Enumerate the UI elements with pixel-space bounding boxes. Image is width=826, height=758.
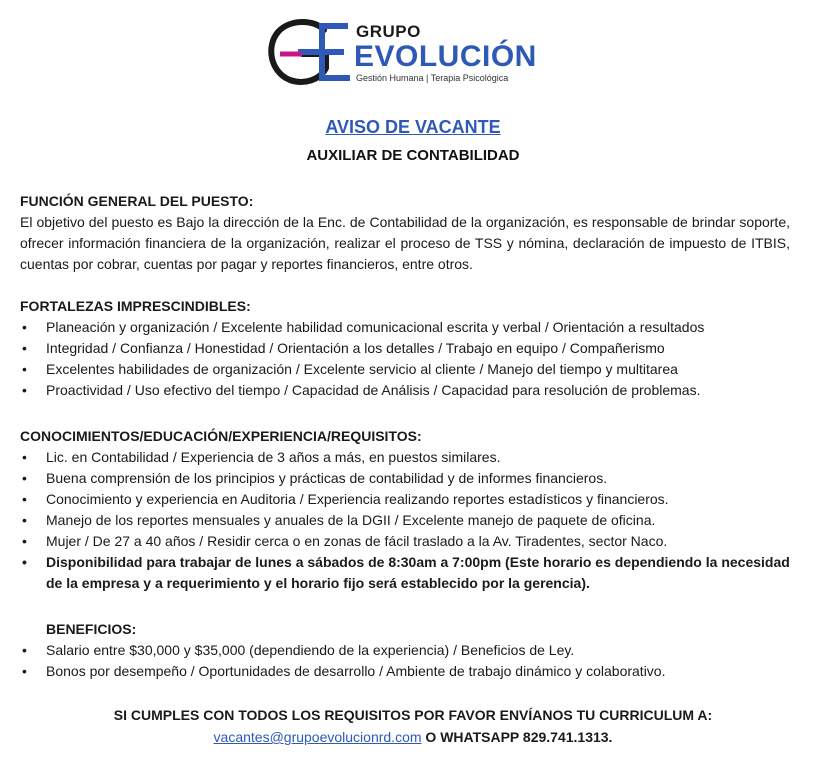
section-beneficios bbox=[20, 619, 790, 682]
contact-footer bbox=[0, 704, 826, 748]
list-item: • Excelentes habilidades de organización / Excelente servicio al cliente / Manejo del tiempo y multitarea bbox=[20, 359, 790, 380]
section-paragraph: El objetivo del puesto es Bajo la dirección de la Enc. de Contabilidad de la organización, es responsable de brindar soporte, ofrecer información financiera de la organización, realizar el proceso de TSS y nómina, declaración de impuesto de ITBIS, cuentas por cobrar, cuentas por pagar y reportes financieros, entre otros. bbox=[20, 214, 790, 272]
section-heading: FUNCIÓN GENERAL DEL PUESTO: bbox=[20, 193, 254, 209]
logo-grupo-text: GRUPO bbox=[356, 22, 421, 41]
list-item: • Buena comprensión de los principios y prácticas de contabilidad y de informes financieros. bbox=[20, 468, 790, 489]
list-item: • Manejo de los reportes mensuales y anuales de la DGII / Excelente manejo de paquete de oficina. bbox=[20, 510, 790, 531]
list-item-highlight: • Disponibilidad para trabajar de lunes a sábados de 8:30am a 7:00pm (Este horario es dependiendo la necesidad de la empresa y a requerimiento y el horario fijo será establecido por la gerencia). bbox=[20, 552, 790, 594]
page-title: AVISO DE VACANTE bbox=[325, 117, 501, 137]
section-conocimientos bbox=[20, 426, 790, 594]
section-heading: FORTALEZAS IMPRESCINDIBLES: bbox=[20, 298, 251, 314]
list-item: • Salario entre $30,000 y $35,000 (dependiendo de la experiencia) / Beneficios de Ley. bbox=[20, 640, 790, 661]
list-item: • Conocimiento y experiencia en Auditoria / Experiencia realizando reportes estadísticos y financieros. bbox=[20, 489, 790, 510]
ge-monogram-icon bbox=[262, 16, 358, 88]
list-item: • Planeación y organización / Excelente habilidad comunicacional escrita y verbal / Orientación a resultados bbox=[20, 317, 790, 338]
section-fortalezas bbox=[20, 296, 790, 401]
footer-cta: SI CUMPLES CON TODOS LOS REQUISITOS POR FAVOR ENVÍANOS TU CURRICULUM A: bbox=[113, 707, 713, 723]
beneficios-list bbox=[20, 640, 790, 682]
job-title: AUXILIAR DE CONTABILIDAD bbox=[306, 147, 520, 164]
fortalezas-list bbox=[20, 317, 790, 401]
conocimientos-list bbox=[20, 447, 790, 594]
logo-name-text: EVOLUCIÓN bbox=[354, 40, 537, 73]
logo-tagline: Gestión Humana | Terapia Psicológica bbox=[356, 73, 509, 83]
company-logo bbox=[262, 16, 542, 88]
section-heading: BENEFICIOS: bbox=[46, 621, 137, 637]
section-funcion bbox=[20, 191, 790, 275]
email-link[interactable]: vacantes@grupoevolucionrd.com bbox=[213, 729, 422, 745]
section-heading: CONOCIMIENTOS/EDUCACIÓN/EXPERIENCIA/REQUISITOS: bbox=[20, 428, 422, 444]
list-item: • Proactividad / Uso efectivo del tiempo / Capacidad de Análisis / Capacidad para resolución de problemas. bbox=[20, 380, 790, 401]
list-item: • Integridad / Confianza / Honestidad / Orientación a los detalles / Trabajo en equipo / Compañerismo bbox=[20, 338, 790, 359]
footer-contact-line bbox=[0, 726, 826, 748]
list-item: • Lic. en Contabilidad / Experiencia de 3 años a más, en puestos similares. bbox=[20, 447, 790, 468]
list-item: • Bonos por desempeño / Oportunidades de desarrollo / Ambiente de trabajo dinámico y colaborativo. bbox=[20, 661, 790, 682]
whatsapp-text: O WHATSAPP 829.741.1313. bbox=[421, 729, 613, 745]
list-item: • Mujer / De 27 a 40 años / Residir cerca o en zonas de fácil traslado a la Av. Tiradentes, sector Naco. bbox=[20, 531, 790, 552]
